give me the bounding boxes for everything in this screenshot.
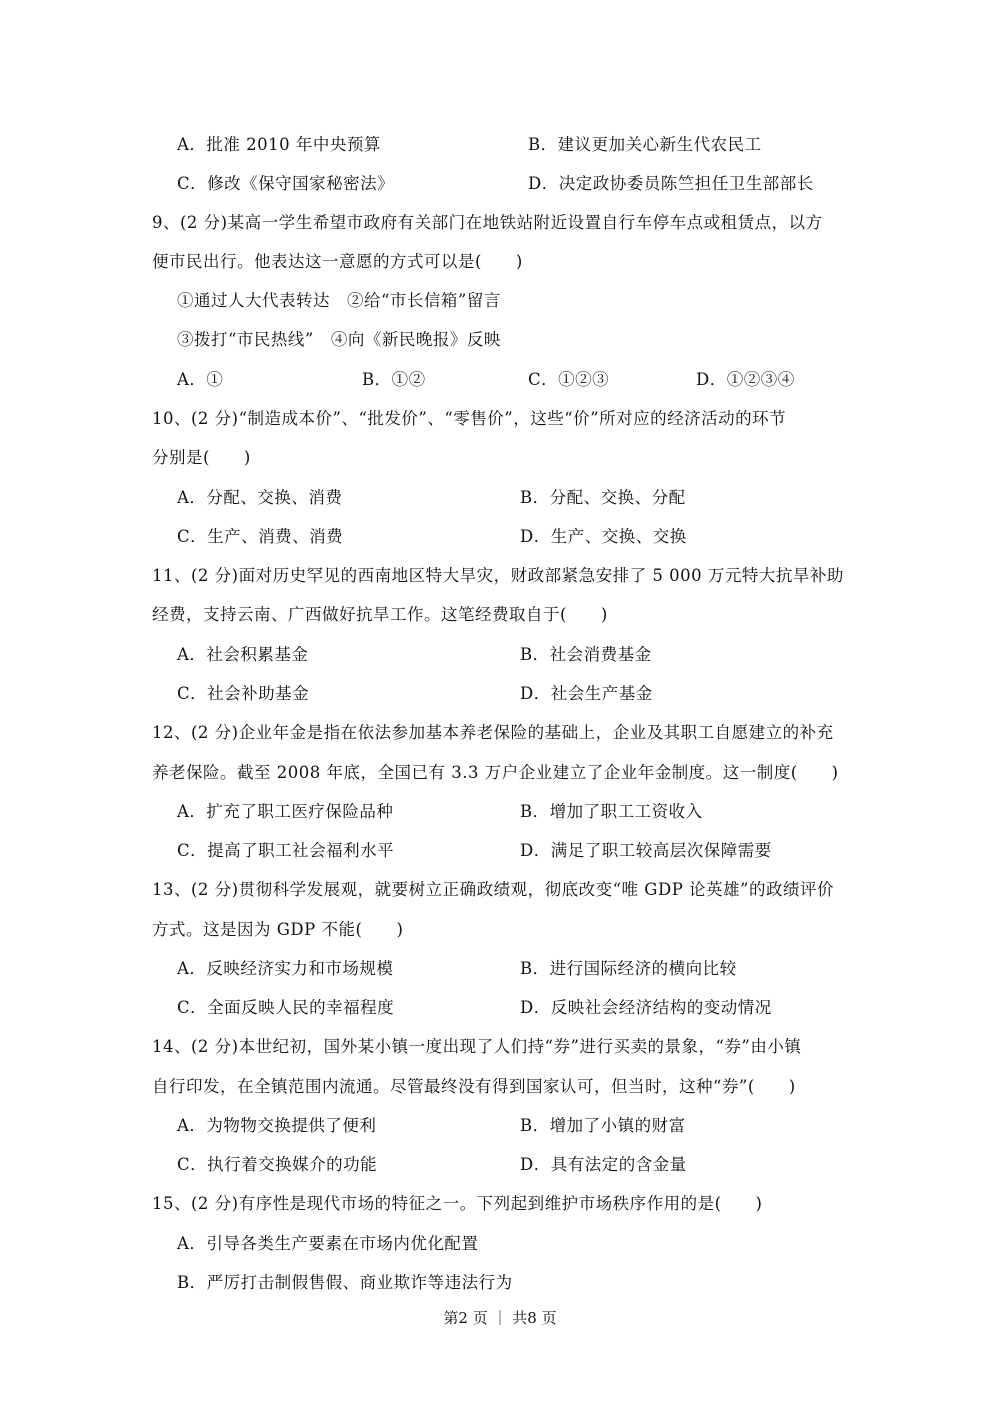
q12-option-b: B．增加了职工工资收入 — [520, 802, 703, 821]
q8-option-d: D．决定政协委员陈竺担任卫生部部长 — [528, 174, 814, 193]
q8-option-b: B．建议更加关心新生代农民工 — [528, 135, 762, 154]
q12-stem-line2: 养老保险。截至 2008 年底，全国已有 3.3 万户企业建立了企业年金制度。这一制度( ) — [152, 763, 839, 782]
q12-option-c: C．提高了职工社会福利水平 — [177, 841, 395, 860]
q13-stem-line1: 13、(2 分)贯彻科学发展观，就要树立正确政绩观，彻底改变“唯 GDP 论英雄”的政绩评价 — [152, 880, 834, 899]
q9-item-line1: ①通过人大代表转达 ②给“市长信箱”留言 — [177, 291, 501, 310]
q13-option-c: C．全面反映人民的幸福程度 — [177, 998, 395, 1017]
q11-option-d: D．社会生产基金 — [520, 684, 653, 703]
q9-option-b: B．①② — [362, 370, 426, 389]
q9-item-line2: ③拨打“市民热线” ④向《新民晚报》反映 — [177, 330, 501, 349]
q12-stem-line1: 12、(2 分)企业年金是指在依法参加基本养老保险的基础上，企业及其职工自愿建立的补充 — [152, 723, 834, 742]
q12-option-a: A．扩充了职工医疗保险品种 — [177, 802, 394, 821]
q8-option-a: A．批准 2010 年中央预算 — [177, 135, 381, 154]
q13-option-a: A．反映经济实力和市场规模 — [177, 959, 394, 978]
q8-option-c: C．修改《保守国家秘密法》 — [177, 174, 395, 193]
q11-option-a: A．社会积累基金 — [177, 645, 309, 664]
q14-option-d: D．具有法定的含金量 — [520, 1155, 687, 1174]
q14-option-a: A．为物物交换提供了便利 — [177, 1116, 377, 1135]
q14-option-b: B．增加了小镇的财富 — [520, 1116, 686, 1135]
q14-stem-line1: 14、(2 分)本世纪初，国外某小镇一度出现了人们持“券”进行买卖的景象，“券”由小镇 — [152, 1037, 802, 1056]
q14-stem-line2: 自行印发，在全镇范围内流通。尽管最终没有得到国家认可，但当时，这种“券”( ) — [152, 1077, 796, 1096]
q15-stem-line1: 15、(2 分)有序性是现代市场的特征之一。下列起到维护市场秩序作用的是( ) — [152, 1194, 763, 1213]
q9-option-c: C．①②③ — [528, 370, 610, 389]
q11-option-c: C．社会补助基金 — [177, 684, 310, 703]
q13-option-b: B．进行国际经济的横向比较 — [520, 959, 737, 978]
q10-option-d: D．生产、交换、交换 — [520, 527, 687, 546]
q12-option-d: D．满足了职工较高层次保障需要 — [520, 841, 772, 860]
page-footer: 第2 页 ｜ 共8 页 — [443, 1309, 557, 1327]
q10-option-b: B．分配、交换、分配 — [520, 488, 686, 507]
q10-stem-line1: 10、(2 分)“制造成本价”、“批发价”、“零售价”，这些“价”所对应的经济活动的环节 — [152, 409, 787, 428]
q9-stem-line1: 9、(2 分)某高一学生希望市政府有关部门在地铁站附近设置自行车停车点或租赁点，以方 — [152, 213, 823, 232]
q10-option-a: A．分配、交换、消费 — [177, 488, 343, 507]
q15-option-b: B．严厉打击制假售假、商业欺诈等违法行为 — [177, 1273, 513, 1292]
q10-option-c: C．生产、消费、消费 — [177, 527, 344, 546]
q11-stem-line1: 11、(2 分)面对历史罕见的西南地区特大旱灾，财政部紧急安排了 5 000 万元特大抗旱补助 — [152, 566, 844, 585]
q13-option-d: D．反映社会经济结构的变动情况 — [520, 998, 772, 1017]
q9-stem-line2: 便市民出行。他表达这一意愿的方式可以是( ) — [152, 252, 523, 271]
q10-stem-line2: 分别是( ) — [152, 448, 251, 467]
q9-option-d: D．①②③④ — [696, 370, 795, 389]
q13-stem-line2: 方式。这是因为 GDP 不能( ) — [152, 920, 404, 939]
q11-stem-line2: 经费，支持云南、广西做好抗旱工作。这笔经费取自于( ) — [152, 605, 608, 624]
q15-option-a: A．引导各类生产要素在市场内优化配置 — [177, 1234, 479, 1253]
q9-option-a: A．① — [177, 370, 224, 389]
q11-option-b: B．社会消费基金 — [520, 645, 652, 664]
q14-option-c: C．执行着交换媒介的功能 — [177, 1155, 378, 1174]
